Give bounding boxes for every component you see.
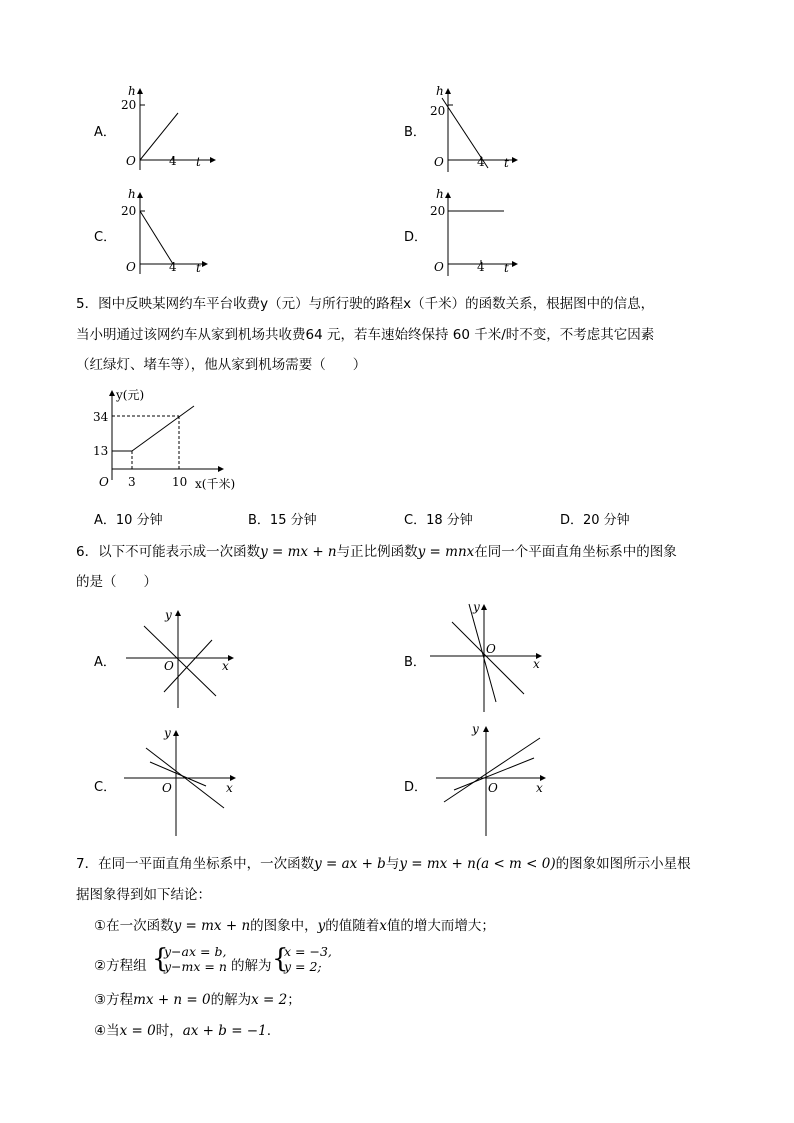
q5-line1: 5．图中反映某网约车平台收费y（元）与所行驶的路程x（千米）的函数关系，根据图中的信息， [76, 296, 655, 312]
q6c-y: y [164, 726, 171, 740]
q4b-o: O [434, 155, 444, 169]
q5-x3: 3 [128, 475, 136, 489]
q6-graph-a [120, 604, 240, 714]
q6c-x: x [226, 781, 233, 795]
q5-option-a: A．10 分钟 [94, 513, 163, 528]
q4c-t: t [196, 261, 201, 275]
q4-option-d-label: D． [404, 230, 428, 245]
q6d-x: x [536, 781, 543, 795]
q6a-x: x [222, 659, 229, 673]
q4a-h: h [128, 84, 136, 98]
q4b-4: 4 [477, 155, 485, 169]
q4-graph-b [418, 80, 528, 180]
q5-y13: 13 [93, 444, 109, 458]
q5-option-d: D．20 分钟 [560, 513, 630, 528]
q6-line1: 6．以下不可能表示成一次函数y = mx + n与正比例函数y = mnx在同一个平面直角坐标系中的图象 [76, 544, 677, 560]
q7-conclusion-3: ③方程mx + n = 0的解为x = 2； [94, 992, 301, 1008]
q4c-4: 4 [169, 260, 177, 274]
q6-option-c-label: C． [94, 780, 117, 795]
q6-graph-c [120, 724, 242, 838]
q4-option-b-label: B． [404, 125, 426, 140]
q7-line1: 7．在同一平面直角坐标系中，一次函数y = ax + b与y = mx + n(a < m < 0)的图象如图所示小星根 [76, 856, 691, 872]
q4-option-a-label: A． [94, 125, 116, 140]
q7-conclusion-1: ①在一次函数y = mx + n的图象中，y的值随着x值的增大而增大； [94, 918, 495, 934]
q6d-y: y [472, 722, 479, 736]
q4b-20: 20 [430, 104, 446, 118]
q4d-h: h [436, 187, 444, 201]
q6-option-d-label: D． [404, 780, 428, 795]
q4a-o: O [126, 154, 136, 168]
q5-ylabel: y(元) [116, 388, 145, 402]
q6b-o: O [486, 642, 496, 656]
q6b-x: x [533, 657, 540, 671]
q6-line2: 的是（ ） [76, 574, 157, 590]
q5-y34: 34 [93, 410, 109, 424]
q7-conclusion-4: ④当x = 0时，ax + b = −1. [94, 1023, 272, 1039]
q4d-o: O [434, 260, 444, 274]
q4c-o: O [126, 260, 136, 274]
q6-option-b-label: B． [404, 655, 426, 670]
q4-graph-d [418, 184, 528, 284]
q7-line2: 据图象得到如下结论： [76, 887, 211, 903]
q5-option-b: B．15 分钟 [248, 513, 317, 528]
q4b-h: h [436, 84, 444, 98]
q5-option-c: C．18 分钟 [404, 513, 473, 528]
q4-graph-a [110, 80, 220, 180]
q5-x10: 10 [172, 475, 188, 489]
q4c-h: h [128, 187, 136, 201]
q6d-o: O [488, 781, 498, 795]
q5-xlabel: x(千米) [195, 477, 236, 491]
q6a-o: O [164, 659, 174, 673]
q5-line3: （红绿灯、堵车等），他从家到机场需要（ ） [76, 357, 367, 373]
q4d-20: 20 [430, 204, 446, 218]
q4b-t: t [504, 156, 509, 170]
q4a-20: 20 [121, 98, 137, 112]
q6-graph-b [428, 598, 548, 716]
q5-o: O [99, 475, 109, 489]
q6-graph-d [430, 720, 552, 838]
q6a-y: y [165, 608, 172, 622]
q4d-t: t [504, 261, 509, 275]
q4a-t: t [196, 155, 201, 169]
q6c-o: O [162, 781, 172, 795]
q4-graph-c [110, 184, 220, 284]
q5-line2: 当小明通过该网约车从家到机场共收费64 元，若车速始终保持 60 千米/时不变，不考虑其它因素 [76, 327, 655, 343]
q6b-y: y [473, 600, 480, 614]
q4d-4: 4 [477, 260, 485, 274]
q4a-4: 4 [169, 154, 177, 168]
q6-option-a-label: A． [94, 655, 116, 670]
q5-graph [92, 382, 252, 494]
q4c-20: 20 [121, 204, 137, 218]
q4-option-c-label: C． [94, 230, 117, 245]
